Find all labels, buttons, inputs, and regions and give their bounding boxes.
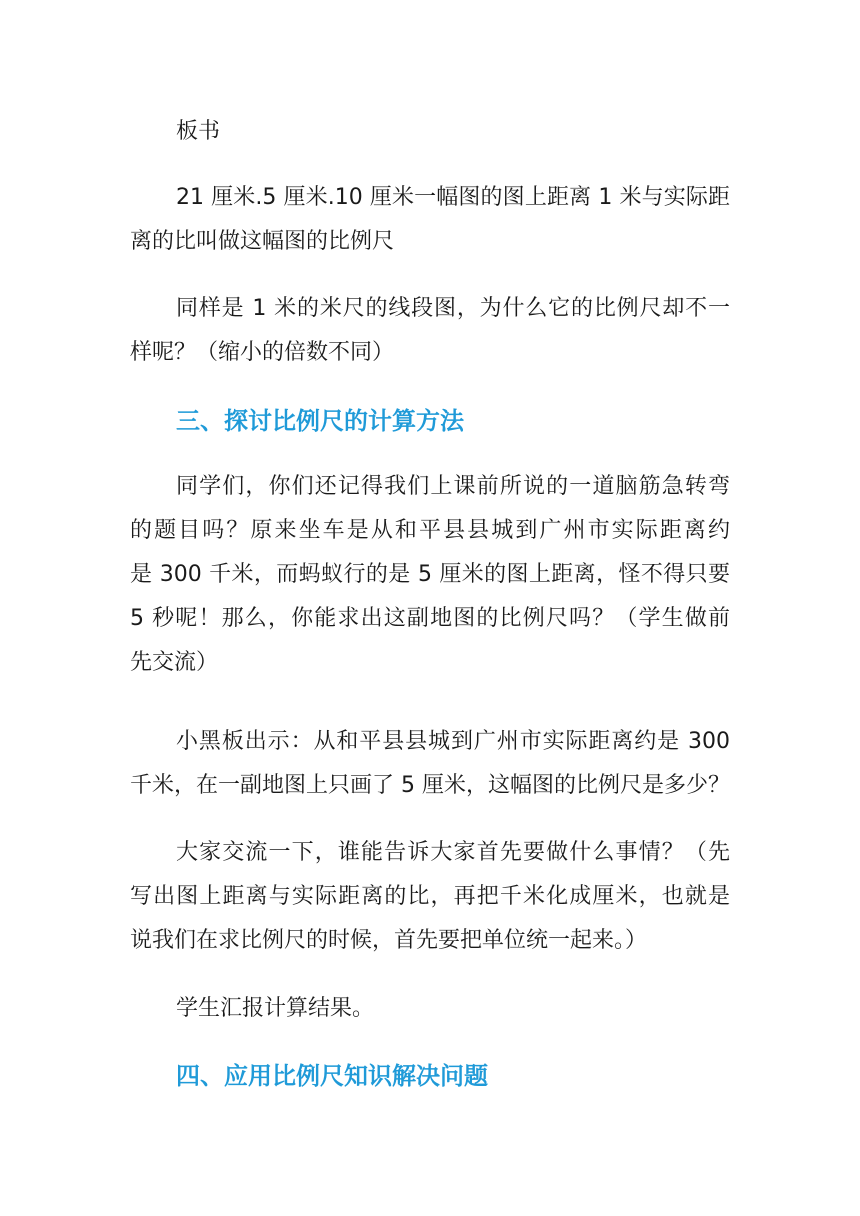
text-line: 同学们，你们还记得我们上课前所说的一道脑筋急转弯 bbox=[176, 474, 730, 499]
text-line: 小黑板出示：从和平县县城到广州市实际距离约是 300 bbox=[176, 729, 730, 754]
text-line: 写出图上距离与实际距离的比，再把千米化成厘米，也就是 bbox=[130, 884, 730, 909]
paragraph-small-blackboard bbox=[130, 720, 730, 808]
paragraph-brain-teaser bbox=[130, 465, 730, 685]
text-line: 离的比叫做这幅图的比例尺 bbox=[130, 229, 395, 254]
section-heading-4: 四、应用比例尺知识解决问题 bbox=[176, 1062, 488, 1090]
paragraph-scale-definition bbox=[130, 176, 730, 264]
text-line: 千米，在一副地图上只画了 5 厘米，这幅图的比例尺是多少？ bbox=[130, 773, 730, 798]
text-line: 大家交流一下，谁能告诉大家首先要做什么事情？（先 bbox=[176, 840, 730, 865]
text-line: 学生汇报计算结果。 bbox=[176, 996, 375, 1021]
text-line: 的题目吗？原来坐车是从和平县县城到广州市实际距离约 bbox=[130, 518, 730, 543]
text-line: 先交流） bbox=[130, 650, 219, 675]
text-line: 是 300 千米，而蚂蚁行的是 5 厘米的图上距离，怪不得只要 bbox=[130, 562, 730, 587]
text-line: 说我们在求比例尺的时候，首先要把单位统一起来。） bbox=[130, 928, 648, 953]
text-line: 板书 bbox=[176, 119, 221, 144]
paragraph-discussion bbox=[130, 831, 730, 963]
text-line: 5 秒呢！那么，你能求出这副地图的比例尺吗？（学生做前 bbox=[130, 606, 730, 631]
text-line: 同样是 1 米的米尺的线段图，为什么它的比例尺却不一 bbox=[176, 296, 730, 321]
text-line: 样呢？（缩小的倍数不同） bbox=[130, 340, 395, 365]
paragraph-student-report bbox=[130, 987, 730, 1031]
paragraph-same-ruler-question bbox=[130, 287, 730, 375]
section-heading-3: 三、探讨比例尺的计算方法 bbox=[176, 407, 464, 435]
paragraph-blackboard bbox=[130, 110, 730, 154]
text-line: 21 厘米.5 厘米.10 厘米一幅图的图上距离 1 米与实际距 bbox=[176, 185, 730, 210]
